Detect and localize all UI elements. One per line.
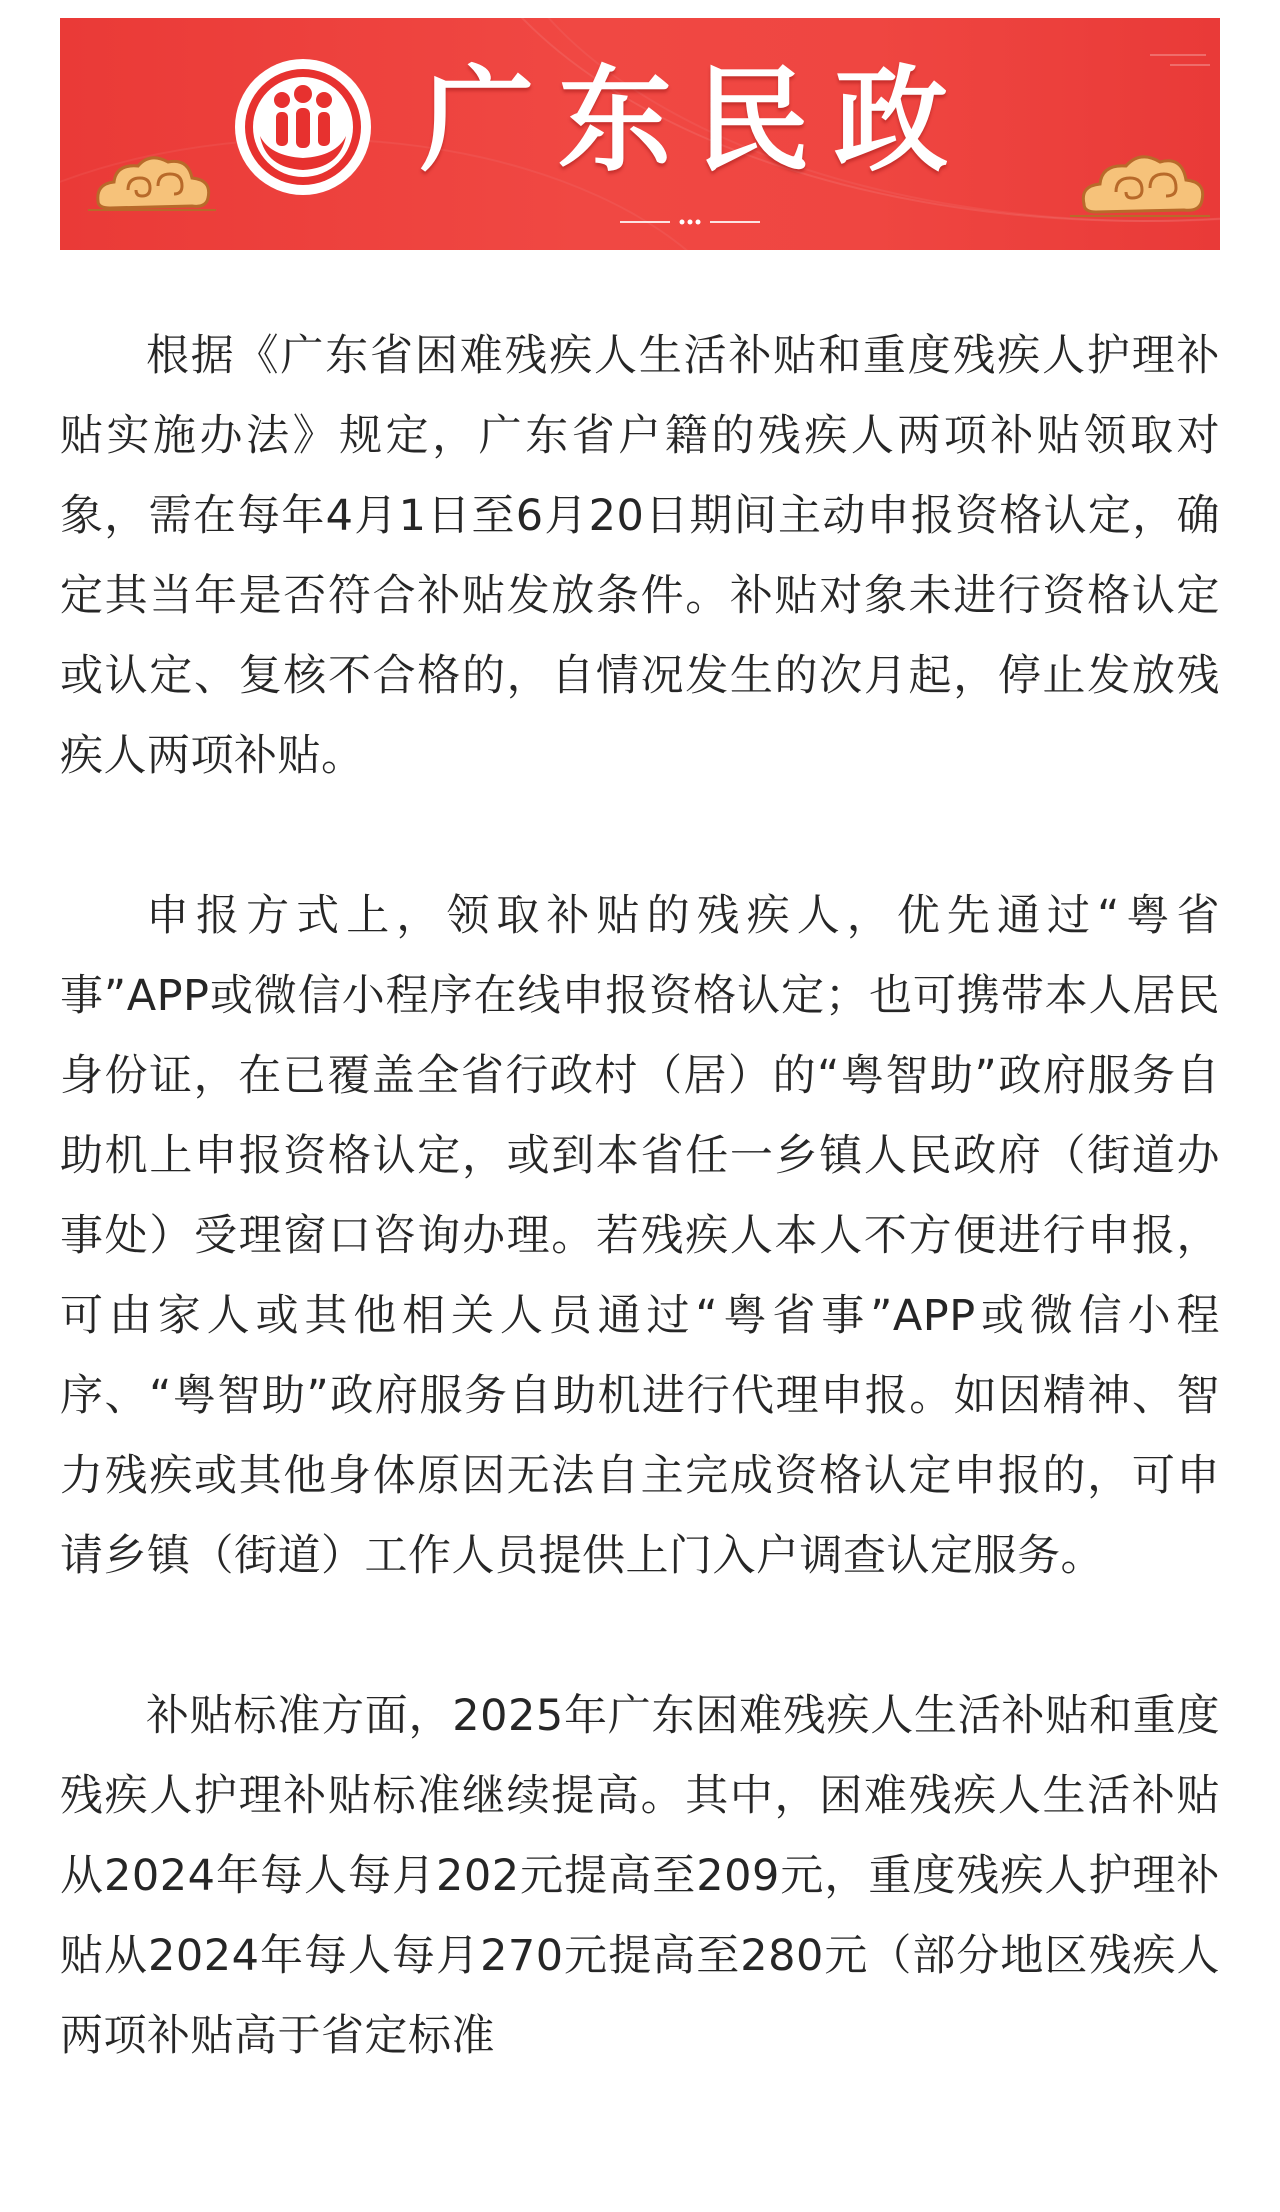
auspicious-cloud-icon — [1070, 142, 1210, 222]
auspicious-cloud-icon — [88, 146, 218, 216]
paragraph-application-method: 申报方式上，领取补贴的残疾人，优先通过“粤省事”APP或微信小程序在线申报资格认定；也可携带本人居民身份证，在已覆盖全省行政村（居）的“粤智助”政府服务自助机上申报资格认定，或到本省任一乡镇人民政府（街道办事处）受理窗口咨询办理。若残疾人本人不方便进行申报，可由家人或其他相关人员通过“粤省事”APP或微信小程序、“粤智助”政府服务自助机进行代理申报。如因精神、智力残疾或其他身体原因无法自主完成资格认定申报的，可申请乡镇（街道）工作人员提供上门入户调查认定服务。 — [60, 891, 1220, 1581]
civil-affairs-emblem-icon — [232, 56, 374, 198]
article-body — [60, 316, 1220, 2076]
paragraph-eligibility: 根据《广东省困难残疾人生活补贴和重度残疾人护理补贴实施办法》规定，广东省户籍的残疾人两项补贴领取对象，需在每年4月1日至6月20日期间主动申报资格认定，确定其当年是否符合补贴发放条件。补贴对象未进行资格认定或认定、复核不合格的，自情况发生的次月起，停止发放残疾人两项补贴。 — [60, 331, 1220, 781]
header-banner — [60, 18, 1220, 250]
banner-decor-line — [1170, 64, 1210, 66]
banner-title: 广东民政 — [420, 54, 973, 187]
banner-divider-dots — [620, 216, 760, 228]
banner-decor-line — [1150, 54, 1206, 56]
paragraph-subsidy-standard: 补贴标准方面，2025年广东困难残疾人生活补贴和重度残疾人护理补贴标准继续提高。其中，困难残疾人生活补贴从2024年每人每月202元提高至209元，重度残疾人护理补贴从2024年每人每月270元提高至280元（部分地区残疾人两项补贴高于省定标准 — [60, 1691, 1220, 2061]
